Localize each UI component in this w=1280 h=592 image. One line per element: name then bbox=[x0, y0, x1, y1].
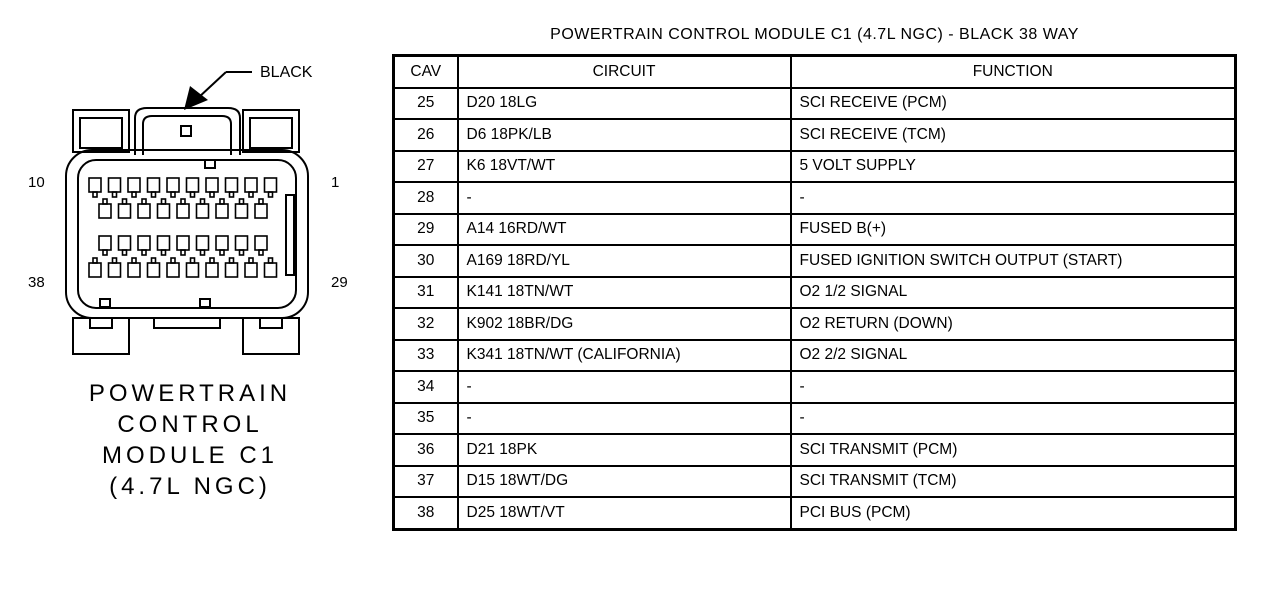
pin-cavity bbox=[265, 178, 277, 192]
circuit-cell: K6 18VT/WT bbox=[458, 151, 791, 183]
pin-cavity bbox=[148, 178, 160, 192]
function-cell: O2 2/2 SIGNAL bbox=[791, 340, 1236, 372]
pin-latch bbox=[249, 192, 253, 197]
pin-cavity bbox=[177, 236, 189, 250]
pin-cavity bbox=[89, 178, 101, 192]
pin-latch bbox=[269, 258, 273, 263]
cav-cell: 29 bbox=[394, 214, 458, 246]
bottom-tab-left bbox=[73, 318, 129, 354]
pin-cavity bbox=[89, 263, 101, 277]
pin-latch bbox=[181, 250, 185, 255]
pin-latch bbox=[240, 199, 244, 204]
pinout-table bbox=[392, 54, 1237, 531]
pin-cavity bbox=[119, 236, 131, 250]
cav-cell: 36 bbox=[394, 434, 458, 466]
pin-label-bottom-left: 38 bbox=[28, 274, 45, 291]
bottom-tab-right bbox=[243, 318, 299, 354]
connector-diagram bbox=[0, 0, 380, 592]
pin-cavity bbox=[109, 178, 121, 192]
table-title: POWERTRAIN CONTROL MODULE C1 (4.7L NGC) - BLACK 38 WAY bbox=[550, 26, 1079, 43]
cav-cell: 32 bbox=[394, 308, 458, 340]
header-function: FUNCTION bbox=[791, 56, 1236, 88]
pin-cavities bbox=[89, 178, 277, 277]
pin-latch bbox=[132, 192, 136, 197]
function-cell: O2 RETURN (DOWN) bbox=[791, 308, 1236, 340]
pin-latch bbox=[123, 250, 127, 255]
cav-cell: 37 bbox=[394, 466, 458, 498]
table-row bbox=[394, 308, 1236, 340]
pin-latch bbox=[191, 192, 195, 197]
table-row bbox=[394, 497, 1236, 529]
circuit-cell: K341 18TN/WT (CALIFORNIA) bbox=[458, 340, 791, 372]
pin-label-top-left: 10 bbox=[28, 174, 45, 191]
pin-latch bbox=[191, 258, 195, 263]
table-row bbox=[394, 371, 1236, 403]
black-arrow-icon bbox=[184, 72, 252, 110]
pin-cavity bbox=[197, 236, 209, 250]
pin-cavity bbox=[99, 236, 111, 250]
pin-cavity bbox=[265, 263, 277, 277]
function-cell: O2 1/2 SIGNAL bbox=[791, 277, 1236, 309]
latch-tab-left bbox=[73, 110, 129, 152]
pin-latch bbox=[123, 199, 127, 204]
table-row bbox=[394, 88, 1236, 120]
pin-latch bbox=[230, 192, 234, 197]
pin-latch bbox=[171, 192, 175, 197]
pin-cavity bbox=[109, 263, 121, 277]
pin-latch bbox=[93, 192, 97, 197]
cav-cell: 25 bbox=[394, 88, 458, 120]
circuit-cell: D25 18WT/VT bbox=[458, 497, 791, 529]
pin-cavity bbox=[177, 204, 189, 218]
circuit-cell: K141 18TN/WT bbox=[458, 277, 791, 309]
pin-cavity bbox=[187, 178, 199, 192]
pin-latch bbox=[103, 199, 107, 204]
pin-cavity bbox=[236, 204, 248, 218]
latch-tab-right bbox=[243, 110, 299, 152]
cav-cell: 27 bbox=[394, 151, 458, 183]
pin-latch bbox=[93, 258, 97, 263]
pin-cavity bbox=[226, 263, 238, 277]
pin-latch bbox=[220, 199, 224, 204]
caption-line: (4.7L NGC) bbox=[109, 473, 271, 500]
table-row bbox=[394, 151, 1236, 183]
pin-latch bbox=[142, 199, 146, 204]
pin-latch bbox=[142, 250, 146, 255]
pin-cavity bbox=[138, 204, 150, 218]
table-row bbox=[394, 434, 1236, 466]
pin-cavity bbox=[206, 263, 218, 277]
pin-latch bbox=[113, 258, 117, 263]
pin-cavity bbox=[255, 204, 267, 218]
pin-cavity bbox=[206, 178, 218, 192]
circuit-cell: - bbox=[458, 182, 791, 214]
pin-latch bbox=[249, 258, 253, 263]
cav-cell: 26 bbox=[394, 119, 458, 151]
connector-caption bbox=[60, 378, 320, 502]
cav-cell: 34 bbox=[394, 371, 458, 403]
pin-label-bottom-right: 29 bbox=[331, 274, 348, 291]
cav-cell: 33 bbox=[394, 340, 458, 372]
pin-latch bbox=[171, 258, 175, 263]
wire-color-label: BLACK bbox=[260, 64, 313, 81]
header-cav: CAV bbox=[394, 56, 458, 88]
header-circuit: CIRCUIT bbox=[458, 56, 791, 88]
function-cell: - bbox=[791, 371, 1236, 403]
function-cell: - bbox=[791, 182, 1236, 214]
pin-latch bbox=[220, 250, 224, 255]
pin-cavity bbox=[236, 236, 248, 250]
pin-latch bbox=[162, 199, 166, 204]
function-cell: 5 VOLT SUPPLY bbox=[791, 151, 1236, 183]
pin-latch bbox=[132, 258, 136, 263]
pin-latch bbox=[240, 250, 244, 255]
function-cell: SCI TRANSMIT (PCM) bbox=[791, 434, 1236, 466]
pin-latch bbox=[103, 250, 107, 255]
table-row bbox=[394, 245, 1236, 277]
pin-latch bbox=[201, 199, 205, 204]
table-row bbox=[394, 403, 1236, 435]
pin-latch bbox=[113, 192, 117, 197]
pin-latch bbox=[152, 192, 156, 197]
function-cell: SCI RECEIVE (TCM) bbox=[791, 119, 1236, 151]
pin-cavity bbox=[245, 178, 257, 192]
cav-cell: 30 bbox=[394, 245, 458, 277]
pin-cavity bbox=[167, 178, 179, 192]
pin-latch bbox=[210, 192, 214, 197]
table-row bbox=[394, 277, 1236, 309]
circuit-cell: D15 18WT/DG bbox=[458, 466, 791, 498]
caption-line: POWERTRAIN bbox=[88, 380, 292, 407]
circuit-cell: - bbox=[458, 371, 791, 403]
pin-cavity bbox=[216, 236, 228, 250]
pin-latch bbox=[259, 199, 263, 204]
table-header-row bbox=[394, 56, 1236, 88]
pin-cavity bbox=[226, 178, 238, 192]
pin-cavity bbox=[148, 263, 160, 277]
connector-body bbox=[66, 150, 308, 318]
cav-cell: 38 bbox=[394, 497, 458, 529]
pin-cavity bbox=[128, 263, 140, 277]
circuit-cell: A14 16RD/WT bbox=[458, 214, 791, 246]
pin-cavity bbox=[99, 204, 111, 218]
function-cell: - bbox=[791, 403, 1236, 435]
table-row bbox=[394, 214, 1236, 246]
pin-cavity bbox=[187, 263, 199, 277]
table-row bbox=[394, 466, 1236, 498]
circuit-cell: K902 18BR/DG bbox=[458, 308, 791, 340]
caption-line: MODULE C1 bbox=[101, 442, 279, 469]
function-cell: SCI TRANSMIT (TCM) bbox=[791, 466, 1236, 498]
caption-line: CONTROL bbox=[117, 411, 263, 438]
circuit-cell: A169 18RD/YL bbox=[458, 245, 791, 277]
cav-cell: 35 bbox=[394, 403, 458, 435]
function-cell: FUSED IGNITION SWITCH OUTPUT (START) bbox=[791, 245, 1236, 277]
pin-cavity bbox=[128, 178, 140, 192]
pin-latch bbox=[230, 258, 234, 263]
table-row bbox=[394, 340, 1236, 372]
pin-cavity bbox=[216, 204, 228, 218]
table-row bbox=[394, 119, 1236, 151]
pin-cavity bbox=[197, 204, 209, 218]
pin-cavity bbox=[245, 263, 257, 277]
pin-latch bbox=[152, 258, 156, 263]
pin-cavity bbox=[167, 263, 179, 277]
circuit-cell: - bbox=[458, 403, 791, 435]
function-cell: SCI RECEIVE (PCM) bbox=[791, 88, 1236, 120]
pin-latch bbox=[210, 258, 214, 263]
cav-cell: 28 bbox=[394, 182, 458, 214]
circuit-cell: D20 18LG bbox=[458, 88, 791, 120]
pin-latch bbox=[201, 250, 205, 255]
circuit-cell: D21 18PK bbox=[458, 434, 791, 466]
function-cell: PCI BUS (PCM) bbox=[791, 497, 1236, 529]
pin-cavity bbox=[119, 204, 131, 218]
circuit-cell: D6 18PK/LB bbox=[458, 119, 791, 151]
pin-cavity bbox=[158, 204, 170, 218]
function-cell: FUSED B(+) bbox=[791, 214, 1236, 246]
pin-latch bbox=[269, 192, 273, 197]
pin-latch bbox=[162, 250, 166, 255]
pin-label-top-right: 1 bbox=[331, 174, 340, 191]
pin-cavity bbox=[158, 236, 170, 250]
pin-cavity bbox=[138, 236, 150, 250]
cav-cell: 31 bbox=[394, 277, 458, 309]
table-row bbox=[394, 182, 1236, 214]
pin-latch bbox=[181, 199, 185, 204]
pin-cavity bbox=[255, 236, 267, 250]
pin-latch bbox=[259, 250, 263, 255]
